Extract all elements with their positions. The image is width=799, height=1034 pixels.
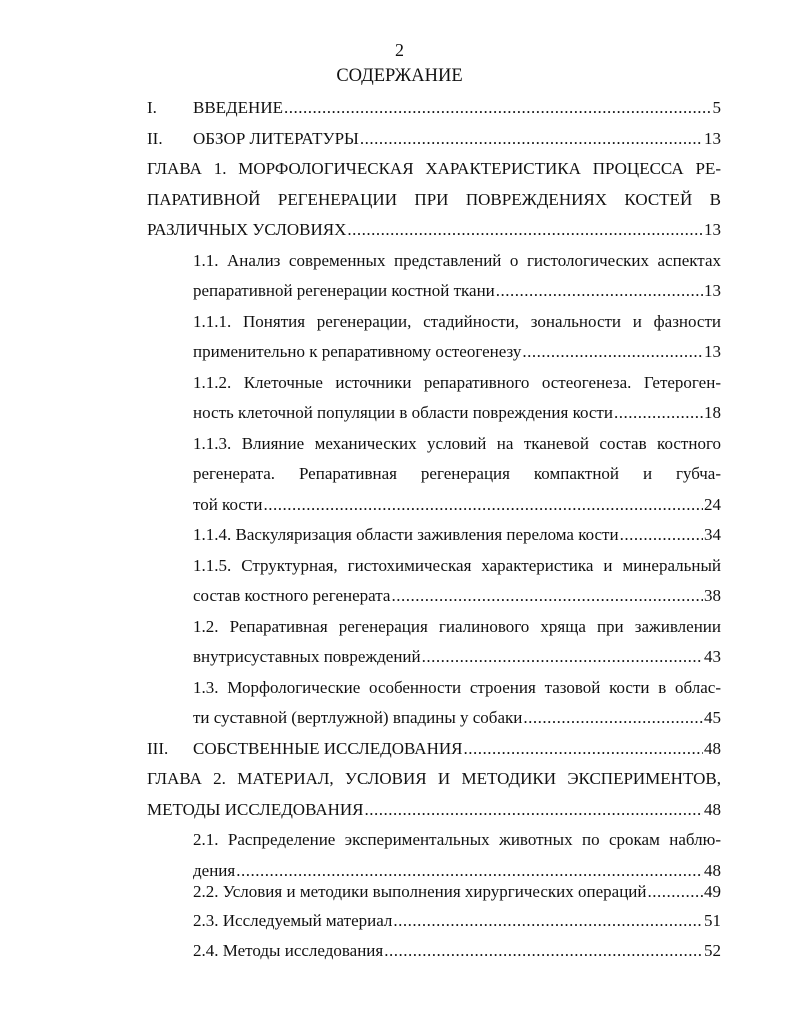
dot-leader bbox=[263, 490, 703, 521]
entry-line: МЕТОДЫ ИССЛЕДОВАНИЯ bbox=[147, 799, 364, 819]
toc-entry-1-3 bbox=[193, 673, 721, 734]
page-number: 2 bbox=[395, 40, 404, 60]
entry-line: ность клеточной популяции в области повреждения кости bbox=[193, 403, 613, 422]
dot-leader bbox=[496, 276, 703, 307]
entry-page: 38 bbox=[704, 586, 721, 605]
entry-line: той кости bbox=[193, 494, 263, 514]
toc-entry-literature-review bbox=[147, 124, 721, 155]
entry-line: 2.1. Распределение экспериментальных животных по срокам наблю- bbox=[193, 830, 721, 849]
entry-line: состав костного регенерата bbox=[193, 586, 391, 605]
entry-line: ГЛАВА 1. МОРФОЛОГИЧЕСКАЯ ХАРАКТЕРИСТИКА ПРОЦЕССА РЕ- bbox=[147, 159, 721, 178]
dot-leader bbox=[347, 215, 703, 246]
toc-entry-1-1-2 bbox=[193, 368, 721, 429]
section-number: II. bbox=[147, 128, 163, 148]
toc-entry-1-2 bbox=[193, 612, 721, 673]
dot-leader bbox=[391, 581, 703, 612]
toc-title: СОДЕРЖАНИЕ bbox=[336, 66, 463, 86]
toc-entry-2-3 bbox=[193, 906, 721, 937]
entry-page: 48 bbox=[704, 738, 721, 758]
dot-leader bbox=[384, 936, 703, 967]
section-number: I. bbox=[147, 98, 157, 117]
toc-entry-own-research bbox=[147, 734, 721, 765]
entry-line: ПАРАТИВНОЙ РЕГЕНЕРАЦИИ ПРИ ПОВРЕЖДЕНИЯХ КОСТЕЙ В bbox=[147, 189, 721, 209]
dot-leader bbox=[422, 642, 703, 673]
entry-text: 2.4. Методы исследования bbox=[193, 941, 384, 960]
entry-page: 49 bbox=[704, 882, 721, 901]
entry-page: 34 bbox=[704, 525, 721, 544]
entry-text: СОБСТВЕННЫЕ ИССЛЕДОВАНИЯ bbox=[193, 738, 463, 758]
toc-entry-1-1 bbox=[193, 246, 721, 307]
entry-page: 13 bbox=[704, 128, 721, 148]
entry-line: 1.1.1. Понятия регенерации, стадийности, зональности и фазности bbox=[193, 311, 721, 331]
toc-entry-chapter-1 bbox=[147, 154, 721, 246]
entry-line: 1.2. Репаративная регенерация гиалинового хряща при заживлении bbox=[193, 616, 721, 636]
toc-entry-2-4 bbox=[193, 936, 721, 967]
entry-line: ГЛАВА 2. МАТЕРИАЛ, УСЛОВИЯ И МЕТОДИКИ ЭКСПЕРИМЕНТОВ, bbox=[147, 769, 721, 788]
section-number: III. bbox=[147, 738, 169, 758]
entry-text: 2.3. Исследуемый материал bbox=[193, 911, 393, 930]
entry-page: 48 bbox=[704, 860, 721, 880]
toc-entry-1-1-3 bbox=[193, 429, 721, 521]
dot-leader bbox=[614, 398, 703, 429]
entry-line: 1.1.3. Влияние механических условий на тканевой состав костного bbox=[193, 433, 721, 453]
dot-leader bbox=[523, 703, 703, 734]
toc-entry-chapter-2 bbox=[147, 764, 721, 825]
entry-line: ти суставной (вертлужной) впадины у собаки bbox=[193, 708, 523, 727]
entry-page: 13 bbox=[704, 342, 721, 361]
entry-line: дения bbox=[193, 860, 236, 880]
dot-leader bbox=[393, 906, 703, 937]
dot-leader bbox=[463, 734, 703, 765]
entry-page: 52 bbox=[704, 941, 721, 960]
entry-line: 1.1.2. Клеточные источники репаративного остеогенеза. Гетероген- bbox=[193, 372, 721, 392]
entry-text: 2.2. Условия и методики выполнения хирургических операций bbox=[193, 882, 647, 901]
toc-entry-2-2 bbox=[193, 877, 721, 908]
entry-page: 13 bbox=[704, 281, 721, 300]
dot-leader bbox=[284, 93, 712, 124]
entry-page: 13 bbox=[704, 220, 721, 239]
entry-page: 51 bbox=[704, 911, 721, 930]
entry-line: внутрисуставных повреждений bbox=[193, 647, 421, 666]
entry-page: 5 bbox=[712, 98, 721, 117]
dot-leader bbox=[620, 520, 703, 551]
entry-page: 45 bbox=[704, 708, 721, 727]
entry-line: РАЗЛИЧНЫХ УСЛОВИЯХ bbox=[147, 220, 347, 239]
entry-text: 1.1.4. Васкуляризация области заживления перелома кости bbox=[193, 525, 619, 544]
entry-line: репаративной регенерации костной ткани bbox=[193, 281, 495, 300]
entry-line: регенерата. Репаративная регенерация компактной и губча- bbox=[193, 464, 721, 483]
dot-leader bbox=[365, 795, 703, 826]
entry-line: 1.1.5. Структурная, гистохимическая характеристика и минеральный bbox=[193, 555, 721, 575]
dot-leader bbox=[360, 124, 703, 155]
entry-page: 43 bbox=[704, 647, 721, 666]
dot-leader bbox=[522, 337, 703, 368]
toc-entry-1-1-5 bbox=[193, 551, 721, 612]
dot-leader bbox=[648, 877, 704, 908]
toc-entry-introduction bbox=[147, 93, 721, 124]
entry-text: ОБЗОР ЛИТЕРАТУРЫ bbox=[193, 128, 359, 148]
entry-line: 1.1. Анализ современных представлений о гистологических аспектах bbox=[193, 250, 721, 270]
entry-page: 18 bbox=[704, 403, 721, 422]
entry-page: 48 bbox=[704, 799, 721, 819]
entry-text: ВВЕДЕНИЕ bbox=[193, 98, 283, 117]
entry-page: 24 bbox=[704, 494, 721, 514]
toc-entry-1-1-4 bbox=[193, 520, 721, 551]
toc-entry-1-1-1 bbox=[193, 307, 721, 368]
entry-line: 1.3. Морфологические особенности строения тазовой кости в облас- bbox=[193, 677, 721, 697]
entry-line: применительно к репаративному остеогенезу bbox=[193, 342, 522, 361]
